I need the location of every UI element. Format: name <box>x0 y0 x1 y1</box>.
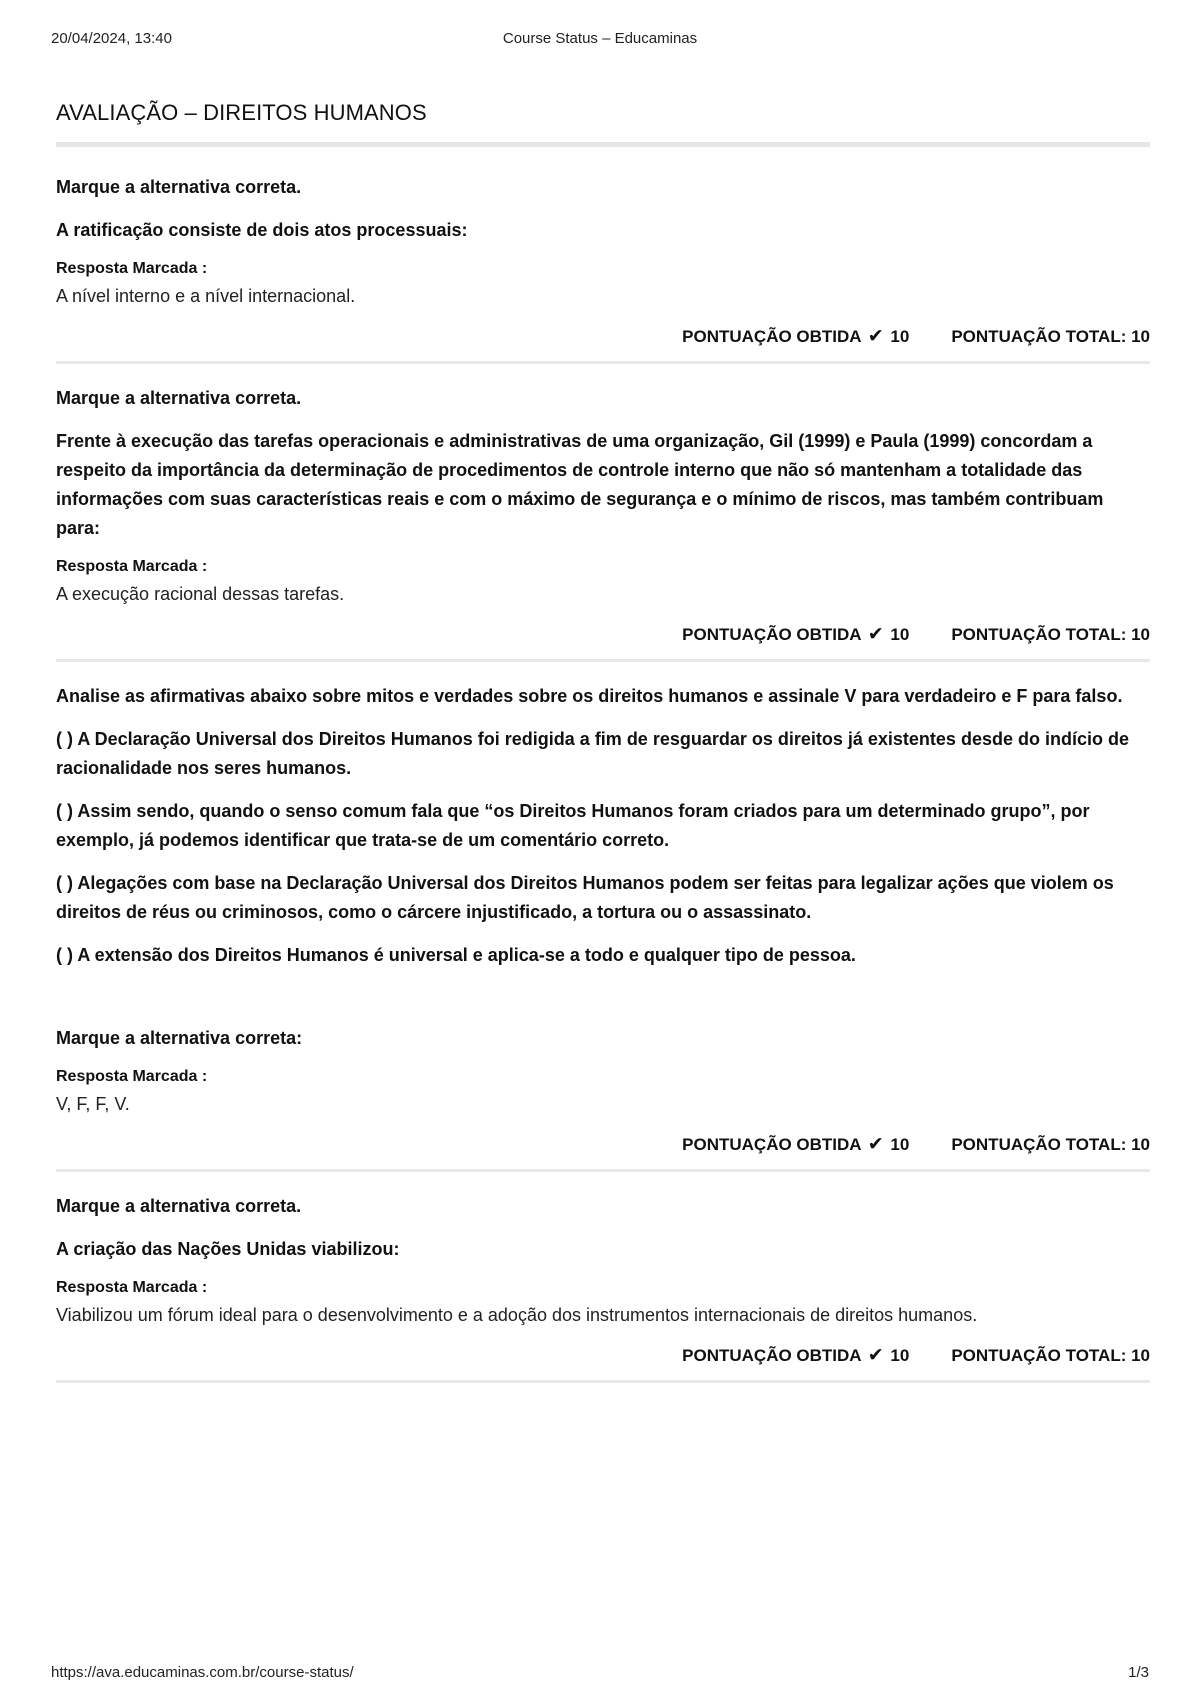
score-total: PONTUAÇÃO TOTAL: 10 <box>951 327 1150 346</box>
spacer <box>56 984 1150 1024</box>
score-obtained-label: PONTUAÇÃO OBTIDA <box>682 625 861 644</box>
answer-label: Resposta Marcada : <box>56 260 208 277</box>
score-obtained <box>682 327 909 347</box>
print-header <box>51 30 1149 48</box>
question-instruction: Marque a alternativa correta. <box>56 1196 302 1216</box>
question-statement: A criação das Nações Unidas viabilizou: <box>56 1239 400 1259</box>
print-datetime: 20/04/2024, 13:40 <box>51 30 172 47</box>
score-obtained <box>682 1346 909 1366</box>
score-obtained <box>682 1135 909 1155</box>
question-statement: Frente à execução das tarefas operacionais e administrativas de uma organização, Gil (1999) e Paula (1999) concordam a respeito da importância da determinação de procedimentos de controle interno que não só mantenham a totalidade das informações com suas características reais e com o máximo de segurança e o mínimo de riscos, mas também contribuam para: <box>56 431 1104 538</box>
score-obtained-value: 10 <box>890 327 910 346</box>
answer-text: Viabilizou um fórum ideal para o desenvolvimento e a adoção dos instrumentos internacionais de direitos humanos. <box>56 1305 978 1325</box>
print-title: Course Status – Educaminas <box>502 30 698 47</box>
question-card <box>56 662 1150 1172</box>
question-statement: ( ) A extensão dos Direitos Humanos é universal e aplica-se a todo e qualquer tipo de pessoa. <box>56 945 856 965</box>
question-statement: ( ) Alegações com base na Declaração Universal dos Direitos Humanos podem ser feitas para legalizar ações que violem os direitos de réus ou criminosos, como o cárcere injustificado, a tortura ou o assassinato. <box>56 873 1114 922</box>
question-statement: ( ) A Declaração Universal dos Direitos Humanos foi redigida a fim de resguardar os direitos já existentes desde do indício de racionalidade nos seres humanos. <box>56 729 1129 778</box>
question-instruction: Marque a alternativa correta. <box>56 388 302 408</box>
check-icon: ✔ <box>867 624 884 645</box>
page-title: AVALIAÇÃO – DIREITOS HUMANOS <box>56 100 1150 147</box>
check-icon: ✔ <box>867 326 884 347</box>
score-obtained-value: 10 <box>890 625 910 644</box>
score-row <box>56 1135 1150 1155</box>
score-total: PONTUAÇÃO TOTAL: 10 <box>951 1346 1150 1365</box>
score-total: PONTUAÇÃO TOTAL: 10 <box>951 1135 1150 1154</box>
score-obtained-label: PONTUAÇÃO OBTIDA <box>682 1346 861 1365</box>
question-instruction: Marque a alternativa correta. <box>56 177 302 197</box>
question-statement: A ratificação consiste de dois atos processuais: <box>56 220 468 240</box>
page-number: 1/3 <box>1128 1664 1149 1681</box>
score-obtained-value: 10 <box>890 1346 910 1365</box>
answer-text: A nível interno e a nível internacional. <box>56 286 356 306</box>
print-footer <box>51 1664 1149 1682</box>
answer-text: V, F, F, V. <box>56 1094 130 1114</box>
answer-label: Resposta Marcada : <box>56 558 208 575</box>
question-instruction: Analise as afirmativas abaixo sobre mitos e verdades sobre os direitos humanos e assinale V para verdadeiro e F para falso. <box>56 686 1123 706</box>
score-total: PONTUAÇÃO TOTAL: 10 <box>951 625 1150 644</box>
answer-label: Resposta Marcada : <box>56 1068 208 1085</box>
score-obtained-label: PONTUAÇÃO OBTIDA <box>682 327 861 346</box>
page-url: https://ava.educaminas.com.br/course-status/ <box>51 1664 354 1681</box>
question-prompt: Marque a alternativa correta: <box>56 1028 303 1048</box>
score-obtained <box>682 625 909 645</box>
check-icon: ✔ <box>867 1345 884 1366</box>
question-card <box>56 364 1150 662</box>
answer-label: Resposta Marcada : <box>56 1279 208 1296</box>
score-row <box>56 327 1150 347</box>
assessment-content <box>56 100 1150 1383</box>
score-row <box>56 625 1150 645</box>
score-row <box>56 1346 1150 1366</box>
question-card <box>56 147 1150 364</box>
score-obtained-label: PONTUAÇÃO OBTIDA <box>682 1135 861 1154</box>
question-card <box>56 1172 1150 1383</box>
check-icon: ✔ <box>867 1134 884 1155</box>
score-obtained-value: 10 <box>890 1135 910 1154</box>
question-statement: ( ) Assim sendo, quando o senso comum fala que “os Direitos Humanos foram criados para um determinado grupo”, por exemplo, já podemos identificar que trata-se de um comentário correto. <box>56 801 1090 850</box>
answer-text: A execução racional dessas tarefas. <box>56 584 345 604</box>
